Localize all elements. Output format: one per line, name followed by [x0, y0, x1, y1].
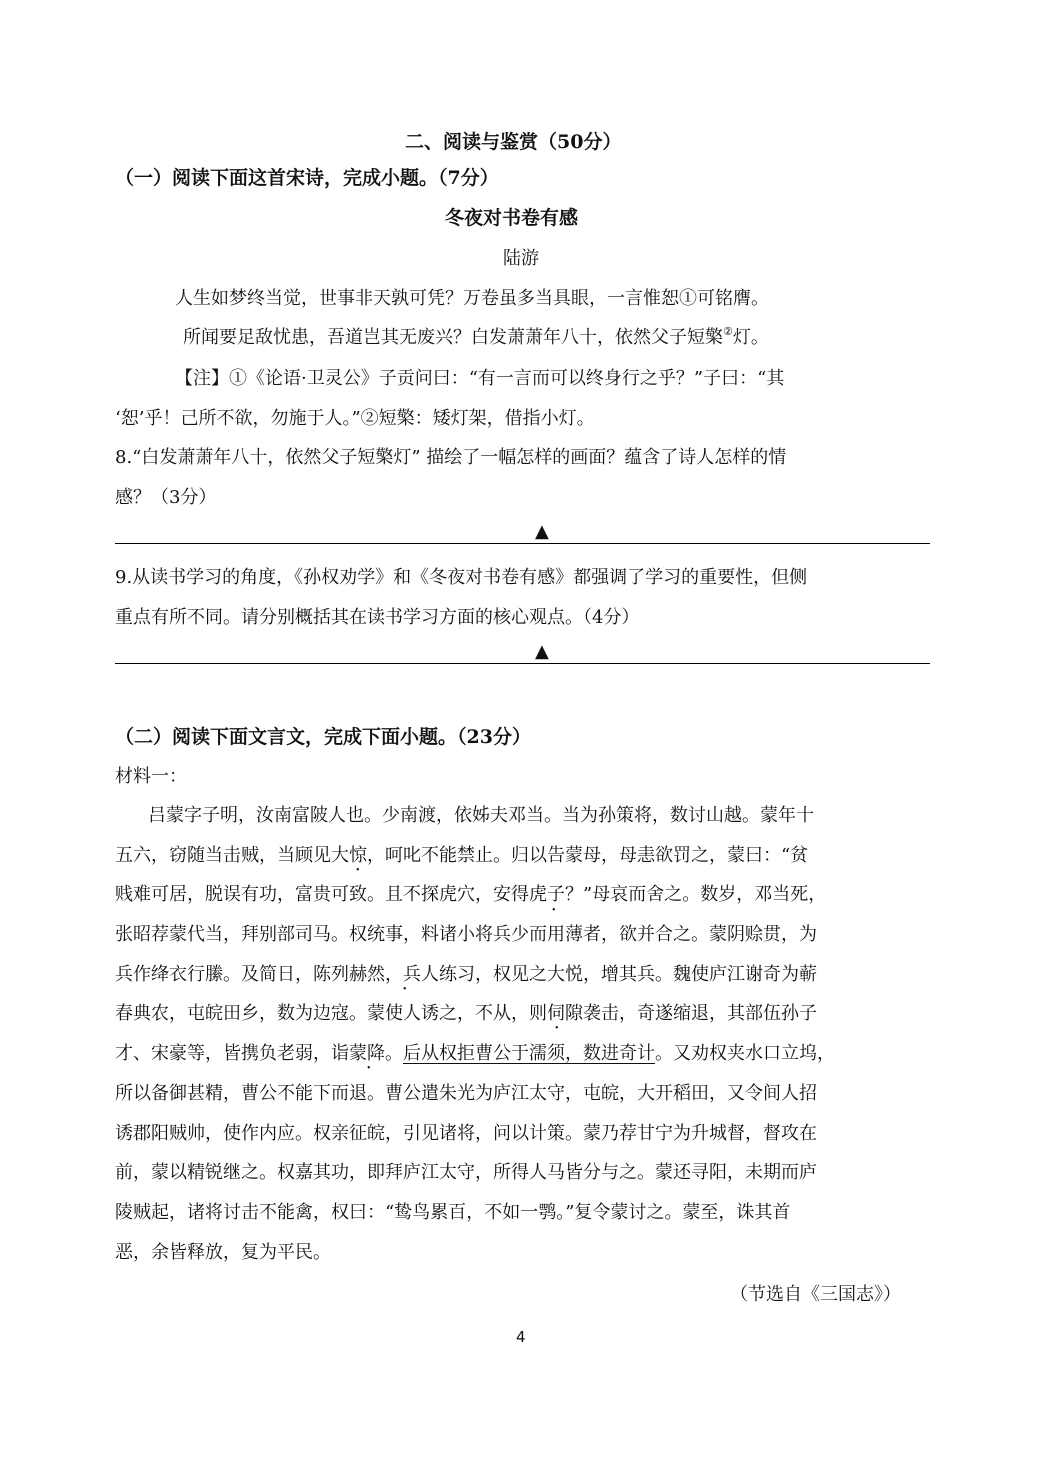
- material-label: 材料一：: [115, 766, 187, 787]
- question-8-line-2: 感？（3分）: [115, 487, 217, 508]
- answer-marker-q8: ▲: [535, 521, 549, 542]
- emphasis-dot: •: [367, 1063, 371, 1074]
- passage-line-12: 恶，余皆释放，复为平民。: [115, 1242, 331, 1263]
- passage-line-1: 吕蒙字子明，汝南富陂人也。少南渡，依姊夫邓当。当为孙策将，数讨山越。蒙年十: [148, 805, 814, 826]
- poem-line-2: [183, 323, 769, 349]
- part1-heading: （一）阅读下面这首宋诗，完成小题。（7分）: [115, 167, 499, 189]
- underlined-sentence: 后从权拒曹公于濡须，数进奇计: [403, 1043, 655, 1064]
- passage-line-7: [115, 1039, 835, 1065]
- source-citation: （节选自《三国志》）: [730, 1284, 901, 1305]
- answer-line-q9: [115, 663, 930, 664]
- poem-line-1: 人生如梦终当觉，世事非天孰可凭？万卷虽多当具眼，一言惟恕①可铭膺。: [175, 288, 769, 309]
- poem-line-2-end: 灯。: [732, 327, 769, 348]
- note-line-1: 【注】①《论语·卫灵公》子贡问曰：“有一言而可以终身行之乎？”子曰：“其: [175, 368, 785, 389]
- footnote-marker: ②: [723, 325, 733, 338]
- poem-title: 冬夜对书卷有感: [445, 207, 579, 229]
- answer-line-q8: [115, 543, 930, 544]
- passage-line-2: 五六，窃随当击贼，当顾见大惊，呵叱不能禁止。归以告蒙母，母恚欲罚之，蒙曰：“贫: [115, 845, 809, 866]
- poet-name: 陆游: [503, 248, 539, 269]
- note-line-2: ‘恕’乎！己所不欲，勿施于人。”②短檠：矮灯架，借指小灯。: [115, 408, 595, 429]
- question-9-line-2: 重点有所不同。请分别概括其在读书学习方面的核心观点。（4分）: [115, 607, 640, 628]
- poem-line-2-text: 所闻要足敌忧患，吾道岂其无废兴？白发萧萧年八十，依然父子短檠: [183, 327, 723, 348]
- passage-line-8: 所以备御甚精，曹公不能下而退。曹公遣朱光为庐江太守，屯皖，大开稻田，又令间人招: [115, 1083, 817, 1104]
- emphasis-dot: •: [555, 1023, 559, 1034]
- passage-line-7-start: 才、宋豪等，皆携负老弱，诣蒙降。: [115, 1043, 403, 1064]
- passage-line-3: 贱难可居，脱误有功，富贵可致。且不探虎穴，安得虎子？”母哀而舍之。数岁，邓当死，: [115, 884, 827, 905]
- passage-line-5: 兵作绛衣行縢。及简日，陈列赫然，兵人练习，权见之大悦，增其兵。魏使庐江谢奇为蕲: [115, 964, 817, 985]
- section-title: 二、阅读与鉴赏（50分）: [405, 131, 622, 153]
- passage-line-7-end: 。又劝权夹水口立坞，: [655, 1043, 835, 1064]
- emphasis-dot: •: [356, 865, 360, 876]
- part2-heading: （二）阅读下面文言文，完成下面小题。（23分）: [115, 726, 531, 748]
- emphasis-dot: •: [552, 905, 556, 916]
- passage-line-4: 张昭荐蒙代当，拜别部司马。权统事，料诸小将兵少而用薄者，欲并合之。蒙阴赊贯，为: [115, 924, 817, 945]
- emphasis-dot: •: [403, 984, 407, 995]
- passage-line-11: 陵贼起，诸将讨击不能禽，权曰：“鸷鸟累百，不如一鹗。”复令蒙讨之。蒙至，诛其首: [115, 1202, 791, 1223]
- question-9-line-1: 9.从读书学习的角度，《孙权劝学》和《冬夜对书卷有感》都强调了学习的重要性，但侧: [115, 567, 808, 588]
- passage-line-6: 春典农，屯皖田乡，数为边寇。蒙使人诱之，不从，则伺隙袭击，奇遂缩退，其部伍孙子: [115, 1003, 817, 1024]
- passage-line-10: 前，蒙以精锐继之。权嘉其功，即拜庐江太守，所得人马皆分与之。蒙还寻阳，未期而庐: [115, 1162, 817, 1183]
- answer-marker-q9: ▲: [535, 641, 549, 662]
- question-8-line-1: 8.“白发萧萧年八十，依然父子短檠灯” 描绘了一幅怎样的画面？蕴含了诗人怎样的情: [115, 447, 787, 468]
- page-number: 4: [516, 1328, 526, 1346]
- passage-line-9: 诱郡阳贼帅，使作内应。权亲征皖，引见诸将，问以计策。蒙乃荐甘宁为升城督，督攻在: [115, 1123, 817, 1144]
